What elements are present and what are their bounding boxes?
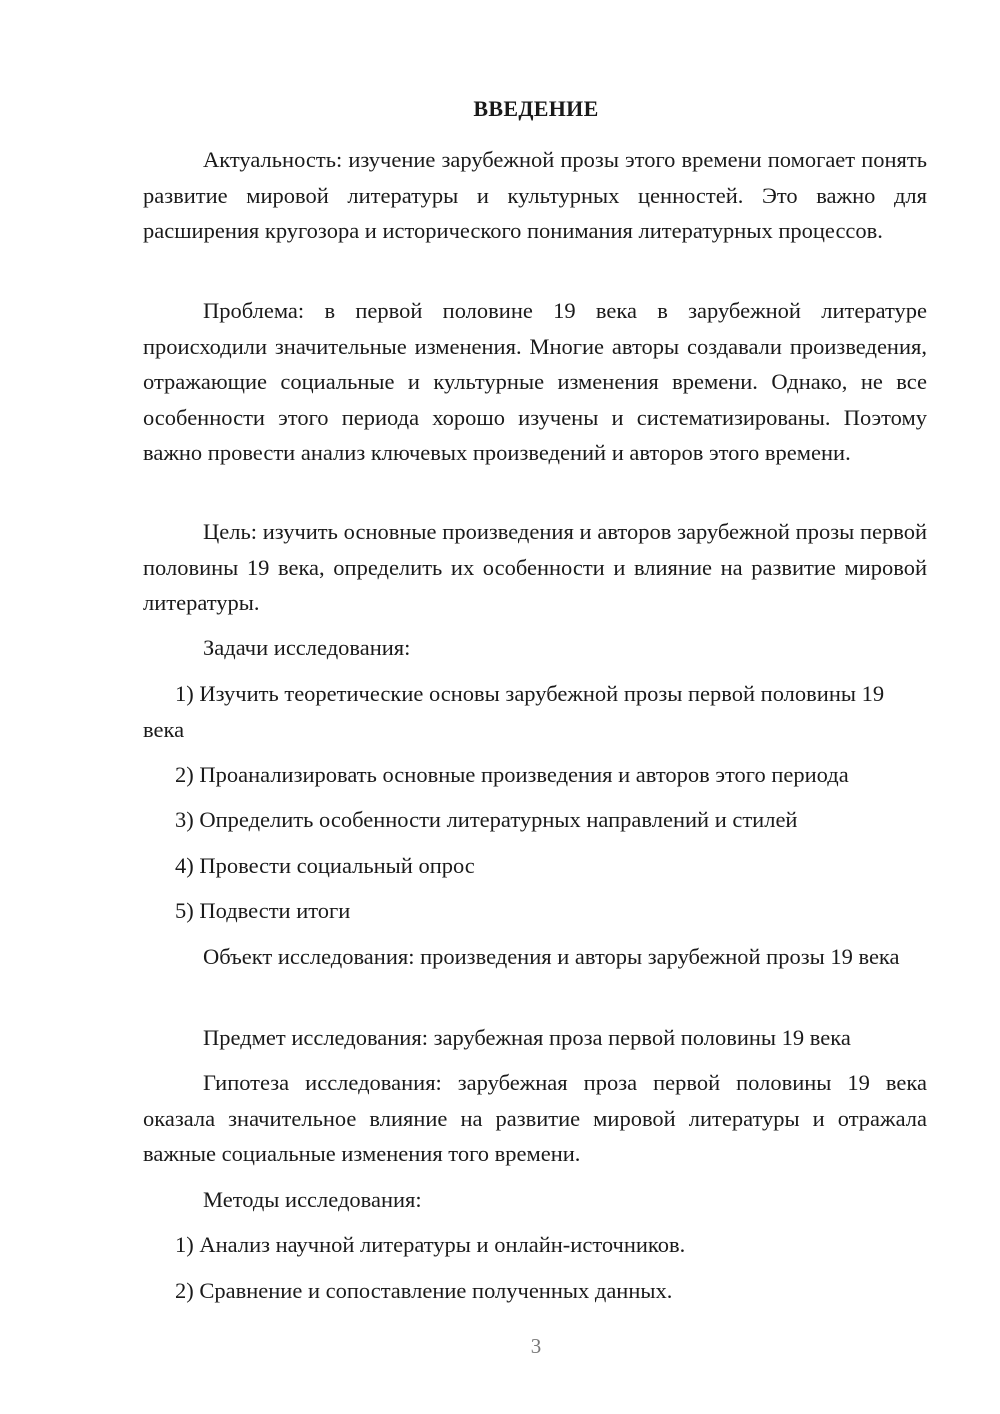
page-title: ВВЕДЕНИЕ xyxy=(473,96,599,121)
page-number: 3 xyxy=(530,1334,542,1358)
list-item-method-2: 2) Сравнение и сопоставление полученных данных. xyxy=(175,1278,673,1303)
list-item-method-1: 1) Анализ научной литературы и онлайн-источников. xyxy=(175,1232,686,1257)
list-item-task-2: 2) Проанализировать основные произведения и авторов этого периода xyxy=(175,762,849,787)
paragraph-goal: Цель: изучить основные произведения и авторов зарубежной прозы первой половины 19 века, определить их особенности и влияние на развитие мировой литературы. xyxy=(143,519,927,615)
paragraph-object: Объект исследования: произведения и авторы зарубежной прозы 19 века xyxy=(203,944,900,969)
paragraph-hypothesis: Гипотеза исследования: зарубежная проза первой половины 19 века оказала значительное влияние на развитие мировой литературы и отражала важные социальные изменения того времени. xyxy=(143,1070,927,1166)
list-item-task-3: 3) Определить особенности литературных направлений и стилей xyxy=(175,807,798,832)
tasks-heading: Задачи исследования: xyxy=(203,635,411,660)
paragraph-subject: Предмет исследования: зарубежная проза первой половины 19 века xyxy=(203,1025,851,1050)
paragraph-problem: Проблема: в первой половине 19 века в зарубежной литературе происходили значительные изменения. Многие авторы создавали произведения, отражающие социальные и культурные изменения времени. Однако, не все особенности этого периода хорошо изучены и систематизированы. Поэтому важно провести анализ ключевых произведений и авторов этого времени. xyxy=(143,298,927,465)
methods-heading: Методы исследования: xyxy=(203,1187,422,1212)
list-item-task-5: 5) Подвести итоги xyxy=(175,898,351,923)
list-item-task-1: 1) Изучить теоретические основы зарубежной прозы первой половины 19 века xyxy=(143,681,885,742)
list-item-task-4: 4) Провести социальный опрос xyxy=(175,853,475,878)
paragraph-relevance: Актуальность: изучение зарубежной прозы этого времени помогает понять развитие мировой литературы и культурных ценностей. Это важно для расширения кругозора и исторического понимания литературных процессов. xyxy=(143,147,927,243)
